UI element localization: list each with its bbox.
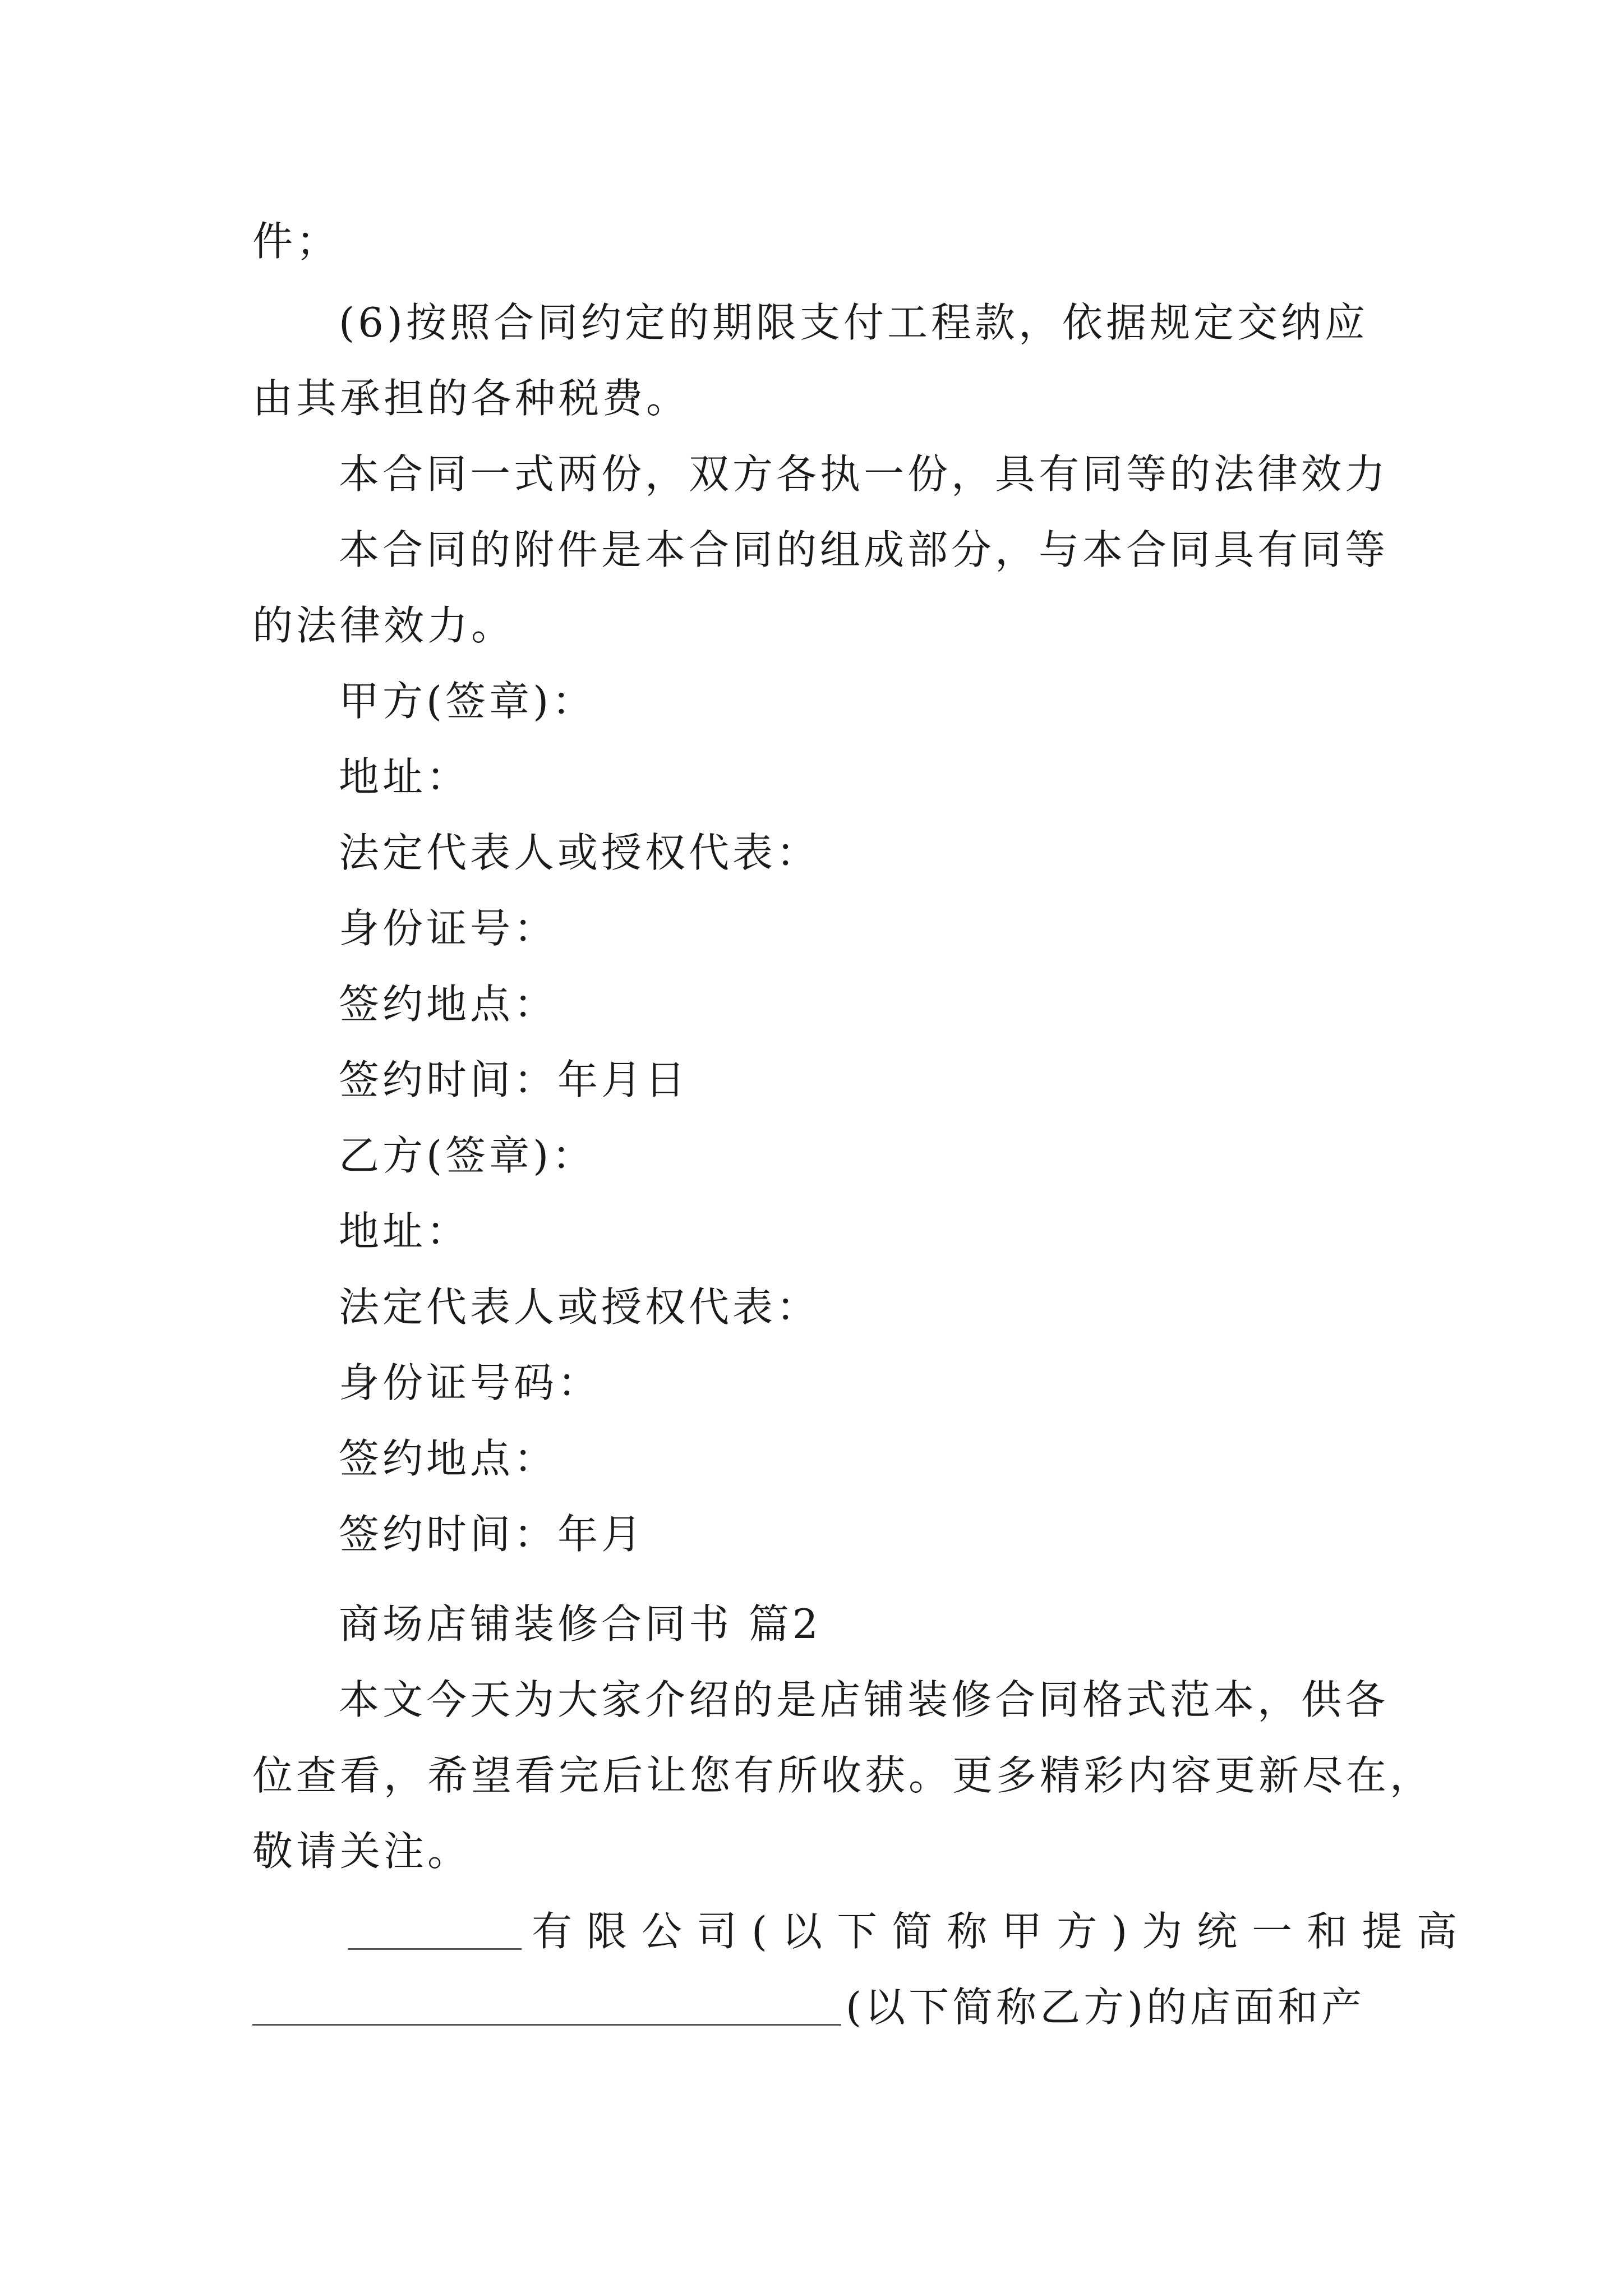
party-a-signing-time-label: 签约时间：年月日 (339, 1056, 689, 1103)
text-line: 由其承担的各种税费。 (252, 375, 690, 422)
party-a-signature-label: 甲方(签章)： (339, 678, 596, 725)
fill-in-line-2 (252, 1982, 1365, 2032)
blank-underline (252, 1984, 841, 2026)
party-b-signing-time-label: 签约时间：年月 (339, 1511, 645, 1558)
text-line: 本合同一式两份，双方各执一份，具有同等的法律效力 (339, 450, 1389, 498)
blank-underline (348, 1908, 522, 1950)
party-a-address-label: 地址： (339, 753, 471, 800)
party-b-address-label: 地址： (339, 1208, 471, 1255)
text-line: 本文今天为大家介绍的是店铺装修合同格式范本，供各 (339, 1676, 1389, 1723)
text-line: 的法律效力。 (252, 602, 515, 649)
text-line: 本合同的附件是本合同的组成部分，与本合同具有同等 (339, 526, 1389, 573)
text-line: 位查看，希望看完后让您有所收获。更多精彩内容更新尽在， (252, 1752, 1434, 1799)
party-a-representative-label: 法定代表人或授权代表： (339, 829, 820, 876)
party-b-signing-place-label: 签约地点： (339, 1435, 558, 1482)
text-line: 件； (252, 218, 340, 265)
text-line: 敬请关注。 (252, 1828, 472, 1875)
fill-in-text: 有限公司(以下简称甲方)为统一和提高 (532, 1908, 1472, 1955)
party-b-signature-label: 乙方(签章)： (339, 1132, 596, 1179)
party-b-id-label: 身份证号码： (339, 1359, 602, 1406)
party-b-representative-label: 法定代表人或授权代表： (339, 1283, 820, 1331)
fill-in-line-1 (339, 1906, 1472, 1957)
text-line: (6)按照合同约定的期限支付工程款，依据规定交纳应 (339, 299, 1368, 346)
party-a-id-label: 身份证号： (339, 905, 558, 952)
section-heading: 商场店铺装修合同书 篇2 (339, 1600, 822, 1648)
fill-in-text: (以下简称乙方)的店面和产 (846, 1984, 1366, 2031)
party-a-signing-place-label: 签约地点： (339, 981, 558, 1028)
